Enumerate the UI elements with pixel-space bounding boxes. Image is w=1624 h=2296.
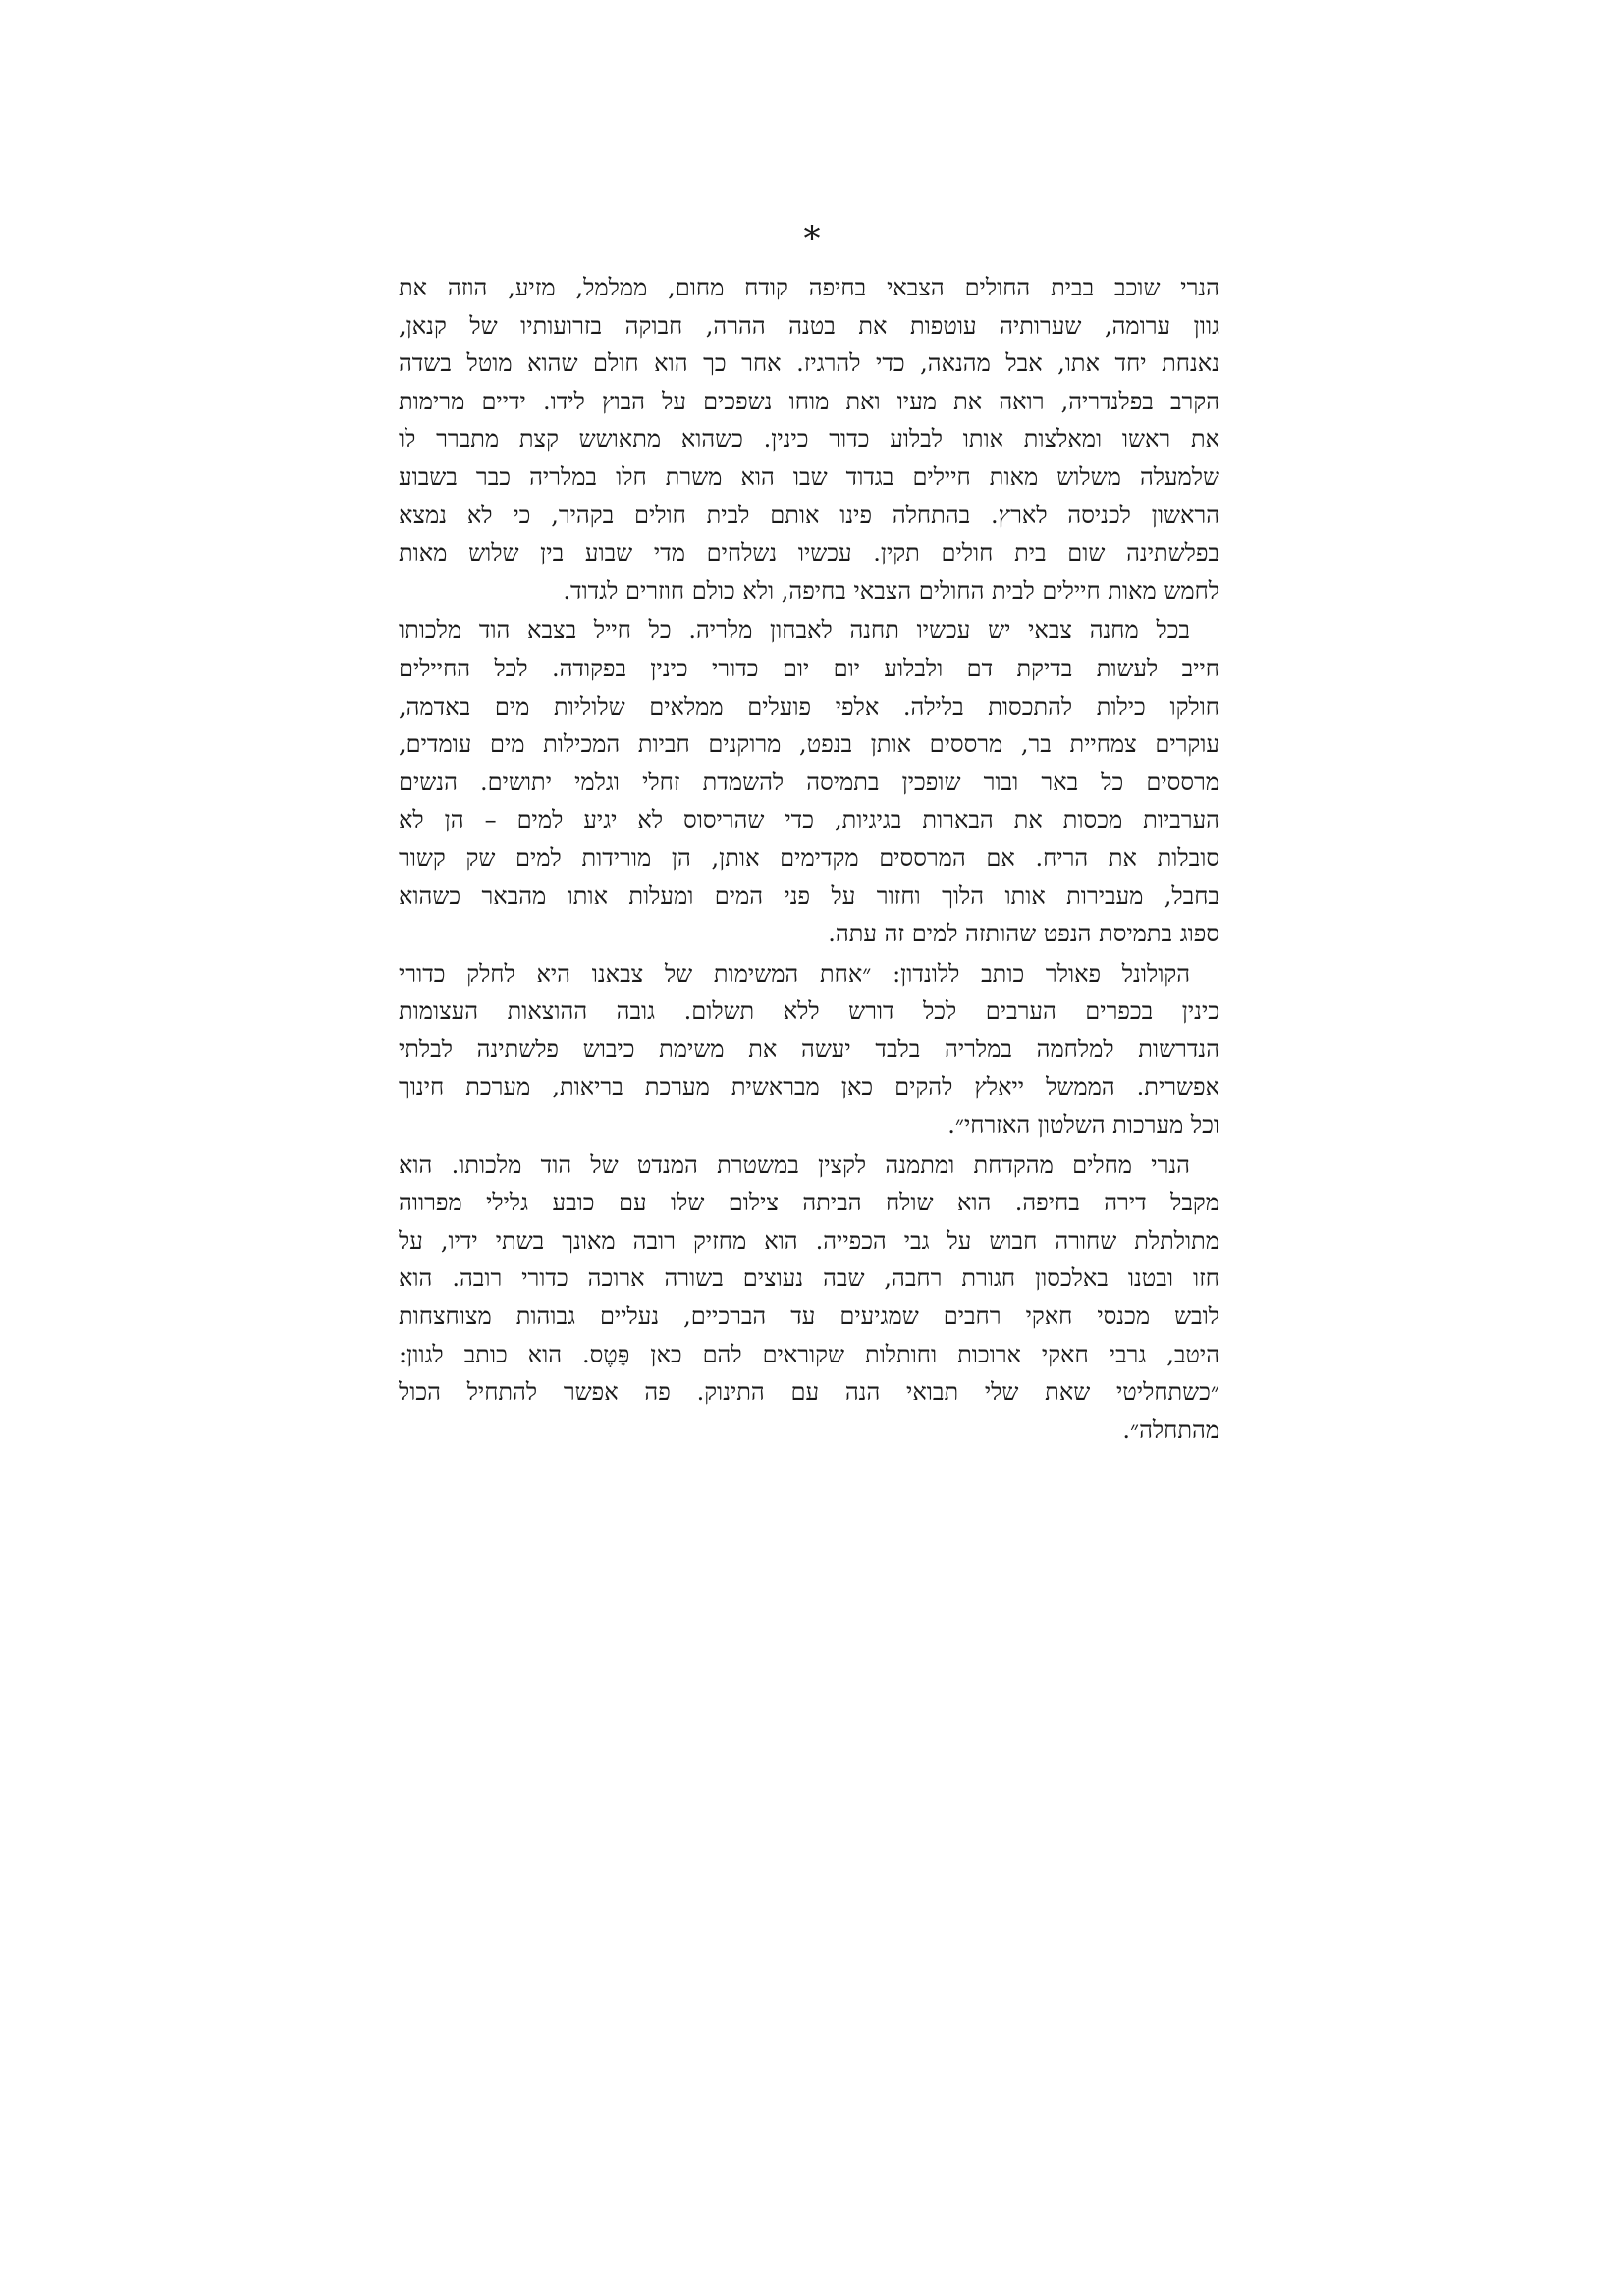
text-line: הראשון לכניסה לארץ. בהתחלה פינו אותם לבית חולים בקהיר, כי לא נמצא: [399, 501, 1219, 529]
text-line: עוקרים צמחיית בר, מרססים אותן בנפט, מרוקנים חביות המכילות מים עומדים,: [399, 730, 1219, 759]
text-line: גוון ערומה, שערותיה עוטפות את בטנה ההרה, חבוקה בזרועותיו של קנאן,: [399, 311, 1219, 340]
text-line: לחמש מאות חיילים לבית החולים הצבאי בחיפה, ולא כולם חוזרים לגדוד.: [563, 576, 1219, 605]
text-line: הקולונל פאולר כותב ללונדון: ״אחת המשימות של צבאנו היא לחלק כדורי: [399, 959, 1190, 988]
paragraph-4: [399, 1147, 1219, 1450]
text-line: בכל מחנה צבאי יש עכשיו תחנה לאבחון מלריה. כל חייל בצבא הוד מלכותו: [399, 616, 1190, 645]
text-line: לובש מכנסי חאקי רחבים שמגיעים עד הברכיים, נעליים גבוהות מצוחצחות: [399, 1303, 1219, 1331]
paragraph-3: [399, 955, 1219, 1145]
text-line: כינין בכפרים הערבים לכל דורש ללא תשלום. גובה ההוצאות העצומות: [399, 997, 1219, 1026]
text-line: שלמעלה משלוש מאות חיילים בגדוד שבו הוא משרת חלו במלריה כבר בשבוע: [399, 462, 1219, 491]
text-line: הנרי מחלים מהקדחת ומתמנה לקצין במשטרת המנדט של הוד מלכותו. הוא: [399, 1150, 1190, 1179]
text-line: בפלשתינה שום בית חולים תקין. עכשיו נשלחים מדי שבוע בין שלוש מאות: [399, 539, 1219, 567]
paragraph-1: [399, 269, 1219, 610]
text-line: נאנחת יחד אתו, אבל מהנאה, כדי להרגיז. אחר כך הוא חולם שהוא מוטל בשדה: [399, 349, 1219, 378]
text-line: וכל מערכות השלטון האזרחי״.: [947, 1111, 1219, 1140]
text-line: אפשרית. הממשל ייאלץ להקים כאן מבראשית מערכת בריאות, מערכת חינוך: [399, 1073, 1219, 1101]
text-line: את ראשו ומאלצות אותו לבלוע כדור כינין. כשהוא מתאושש קצת מתברר לו: [399, 425, 1219, 454]
paragraph-2: [399, 612, 1219, 952]
text-line: הערביות מכסות את הבארות בגיגיות, כדי שהריסוס לא יגיע למים – הן לא: [399, 806, 1219, 834]
text-line: חולקו כילות להתכסות בלילה. אלפי פועלים ממלאים שלוליות מים באדמה,: [399, 692, 1219, 721]
text-line: בחבל, מעבירות אותו הלוך וחזור על פני המים ומעלות אותו מהבאר כשהוא: [399, 881, 1219, 910]
text-line: הנדרשות למלחמה במלריה בלבד יעשה את משימת כיבוש פלשתינה לבלתי: [399, 1035, 1219, 1063]
text-line: ספוג בתמיסת הנפט שהותזה למים זה עתה.: [828, 920, 1219, 948]
text-line: חייב לעשות בדיקת דם ולבלוע יום יום כדורי כינין בפקודה. לכל החיילים: [399, 654, 1219, 682]
section-separator: *: [803, 219, 821, 258]
text-line: מתולתלת שחורה חבוש על גבי הכפייה. הוא מחזיק רובה מאונך בשתי ידיו, על: [399, 1226, 1219, 1255]
text-line: מקבל דירה בחיפה. הוא שולח הביתה צילום שלו עם כובע גלילי מפרווה: [399, 1189, 1219, 1217]
text-line: היטב, גרבי חאקי ארוכות וחותלות שקוראים להם כאן פָּטֶס. הוא כותב לגוון:: [399, 1340, 1219, 1368]
text-line: מרססים כל באר ובור שופכין בתמיסה להשמדת זחלי וגלמי יתושים. הנשים: [399, 768, 1219, 796]
text-line: סובלות את הריח. אם המרססים מקדימים אותן, הן מורידות למים שק קשור: [399, 843, 1219, 872]
text-line: מהתחלה״.: [1122, 1415, 1219, 1444]
text-line: הנרי שוכב בבית החולים הצבאי בחיפה קודח מחום, ממלמל, מזיע, הוזה את: [399, 274, 1219, 301]
text-line: ״כשתחליטי שאת שלי תבואי הנה עם התינוק. פה אפשר להתחיל הכול: [399, 1378, 1219, 1407]
body-text: [399, 269, 1219, 1451]
text-line: חזו ובטנו באלכסון חגורת רחבה, שבה נעוצים בשורה ארוכה כדורי רובה. הוא: [399, 1264, 1219, 1293]
text-line: הקרב בפלנדריה, רואה את מעיו ואת מוחו נשפכים על הבוץ לידו. ידיים מרימות: [399, 387, 1219, 415]
